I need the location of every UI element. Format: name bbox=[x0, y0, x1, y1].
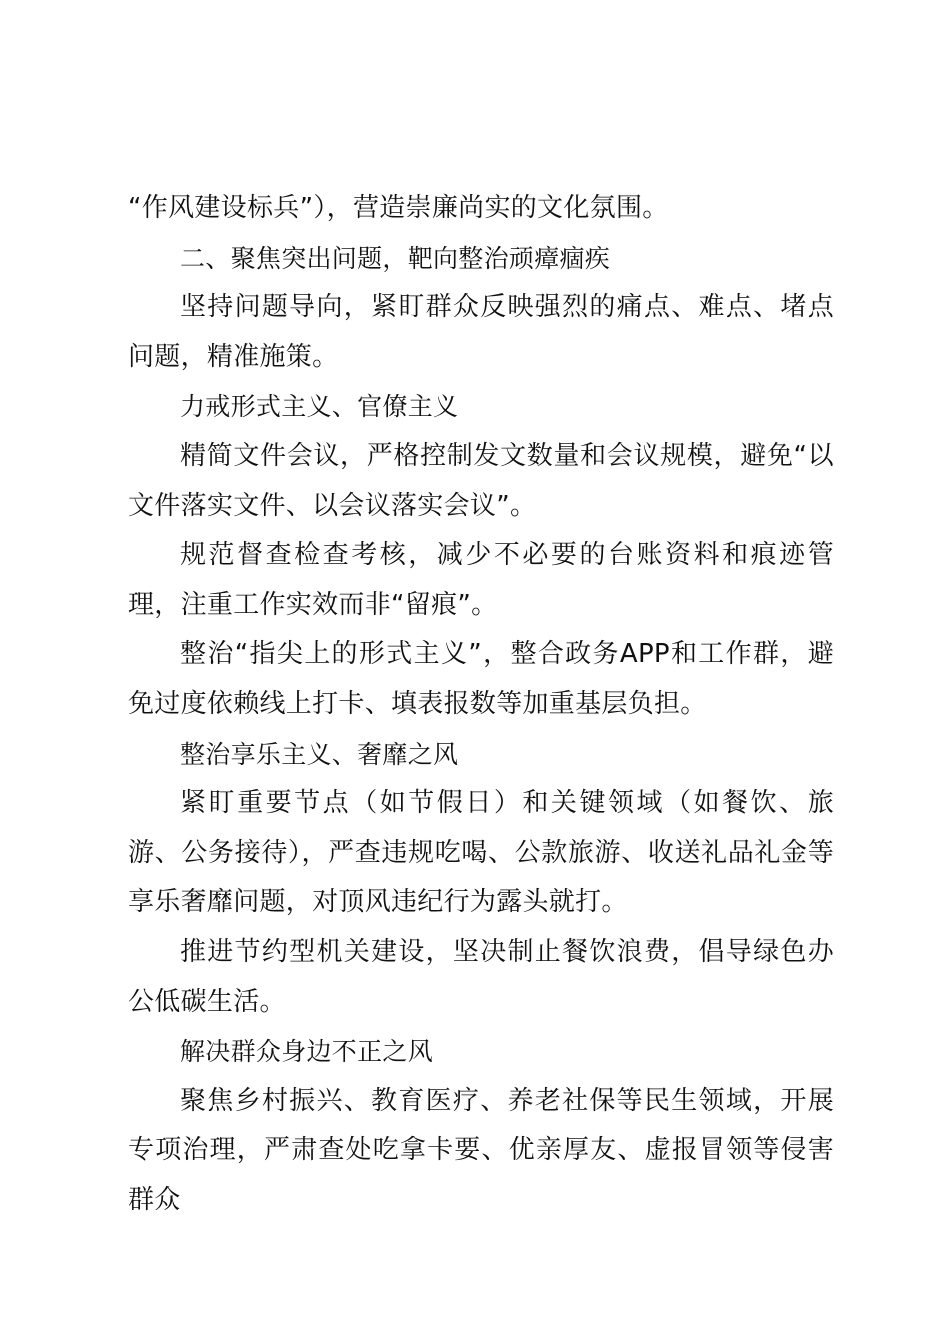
subheading-formalism: 力戒形式主义、官僚主义 bbox=[180, 392, 459, 422]
subheading-misconduct: 解决群众身边不正之风 bbox=[180, 1037, 434, 1067]
paragraph: 推进节约型机关建设，坚决制止餐饮浪费，倡导绿色办公低碳生活。 bbox=[128, 936, 834, 1017]
paragraph: 紧盯重要节点（如节假日）和关键领域（如餐饮、旅游、公务接待），严查违规吃喝、公款旅游、收送礼品礼金等享乐奢靡问题，对顶风违纪行为露头就打。 bbox=[128, 788, 834, 918]
subheading-hedonism: 整治享乐主义、奢靡之风 bbox=[180, 739, 459, 769]
section-heading-2: 二、聚焦突出问题，靶向整治顽瘴痼疾 bbox=[180, 243, 611, 273]
paragraph: 规范督查检查考核，减少不必要的台账资料和痕迹管理，注重工作实效而非“留痕”。 bbox=[128, 540, 834, 620]
paragraph: 精简文件会议，严格控制发文数量和会议规模，避免“以文件落实文件、以会议落实会议”。 bbox=[128, 440, 834, 521]
document-body bbox=[128, 184, 834, 1225]
paragraph-continuation: “作风建设标兵”），营造崇廉尚实的文化氛围。 bbox=[128, 193, 669, 223]
paragraph: 整治“指尖上的形式主义”，整合政务APP和工作群，避免过度依赖线上打卡、填表报数等加重基层负担。 bbox=[128, 639, 834, 719]
paragraph: 坚持问题导向，紧盯群众反映强烈的痛点、难点、堵点问题，精准施策。 bbox=[128, 292, 834, 372]
paragraph: 聚焦乡村振兴、教育医疗、养老社保等民生领域，开展专项治理，严肃查处吃拿卡要、优亲厚友、虚报冒领等侵害群众 bbox=[128, 1085, 834, 1215]
